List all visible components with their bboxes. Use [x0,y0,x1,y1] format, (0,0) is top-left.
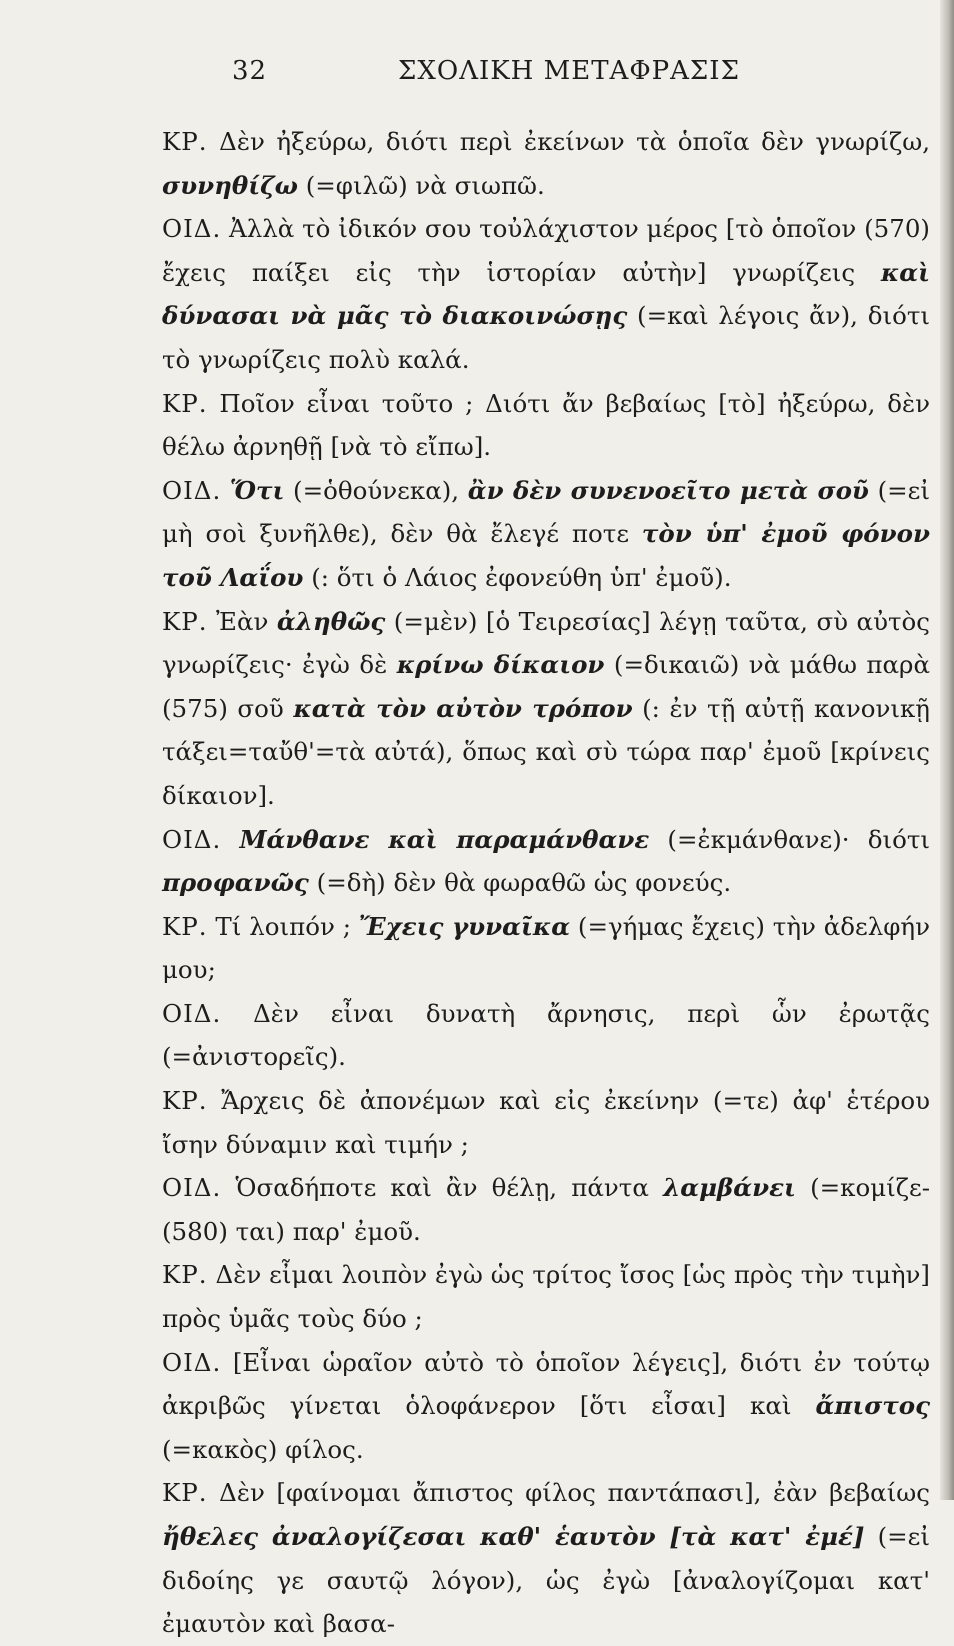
text-segment: Δὲν [φαίνομαι ἄπιστος φίλος παντάπασι], ἐὰν βεβαίως [207,1478,930,1508]
dialogue-paragraph [162,905,930,992]
text-segment: (580) [162,1216,228,1246]
speaker-label: ΚΡ. [162,911,208,941]
emphasized-text: συνηθίζω [162,170,298,200]
dialogue-paragraph [162,1471,930,1645]
text-segment: Ἄρχεις δὲ ἀπονέμων καὶ εἰς ἐκείνην (=τε) ἀφ' ἑτέρου ἴσην δύναμιν καὶ τιμήν ; [162,1086,930,1159]
text-segment: (=δικαιῶ) νὰ μάθω παρὰ [604,650,931,680]
text-segment: Ἀλλὰ τὸ ἰδικόν σου τοὐλάχιστον μέρος [τὸ ὁποῖον [221,214,865,244]
text-segment: Ὁσαδήποτε καὶ ἂν θέλῃ, πάντα [221,1173,664,1203]
text-segment: ται) παρ' ἐμοῦ. [227,1216,421,1246]
dialogue-paragraph [162,1166,930,1253]
text-segment: (=εἰ διδοίης γε σαυτῷ λόγον), ὡς ἐγὼ [ἀναλογίζομαι κατ' ἐμαυτὸν καὶ βασα- [162,1522,930,1639]
emphasized-text: ἀληθῶς [276,606,386,636]
text-segment: Δὲν ἠξεύρω, διότι περὶ ἐκείνων τὰ ὁποῖα δὲν γνωρίζω, [207,127,930,156]
speaker-label: ΚΡ. [162,606,208,636]
page-number: 32 [232,56,268,86]
dialogue-paragraph [162,1253,930,1340]
speaker-label: ΟΙΔ. [162,475,222,505]
text-segment: (=εἰ μὴ σοὶ ξυνῆλθε), δὲν θὰ ἔλεγέ ποτε [162,475,930,549]
text-segment: (575) [162,693,228,723]
text-segment [221,476,230,505]
emphasized-text: προφανῶς [162,868,309,898]
emphasized-text: λαμβάνει [663,1173,796,1203]
emphasized-text: ἄπιστος [815,1391,930,1421]
text-segment: (=δὴ) δὲν θὰ φωραθῶ ὡς φονεύς. [308,868,732,898]
dialogue-paragraph [162,818,930,905]
speaker-label: ΚΡ. [162,388,208,418]
speaker-label: ΟΙΔ. [162,1173,222,1203]
text-segment: Δὲν εἶναι δυνατὴ ἄρνησις, περὶ ὧν ἐρωτᾷς (=ἀνιστορεῖς). [162,998,930,1072]
text-segment: (570) [864,214,930,244]
text-segment: (=φιλῶ) νὰ σιωπῶ. [297,170,545,200]
dialogue-paragraph [162,382,930,469]
text-segment: ἔχεις παίξει εἰς τὴν ἱστορίαν αὐτὴν] γνωρίζεις [162,257,881,287]
dialogue-paragraph [162,992,930,1079]
emphasized-text: κρίνω δίκαιον [396,650,605,680]
emphasized-text: ἂν δὲν συνενοεῖτο μετὰ σοῦ [467,475,869,505]
text-segment: (: ὅτι ὁ Λάιος ἐφονεύθη ὑπ' ἐμοῦ). [303,562,732,592]
emphasized-text: καὶ δύνασαι νὰ μᾶς τὸ διακοινώσῃς [162,257,930,331]
dialogue-paragraph [162,1079,930,1166]
dialogue-paragraph [162,469,930,600]
dialogue-paragraph [162,120,930,207]
emphasized-text: ἤθελες ἀναλογίζεσαι καθ' ἑαυτὸν [τὰ κατ' ἐμέ] [162,1522,865,1551]
speaker-label: ΟΙΔ. [162,214,222,244]
speaker-label: ΚΡ. [162,1478,208,1508]
text-segment: (: ἐν τῇ αὐτῇ κανονικῇ τάξει=ταὔθ'=τὰ αὐτά), ὅπως καὶ σὺ τώρα παρ' ἐμοῦ [κρίνεις δίκαιον]. [162,693,930,810]
running-title: ΣΧΟΛΙΚΗ ΜΕΤΑΦΡΑΣΙΣ [398,56,740,86]
page-header [232,56,772,96]
text-segment: (=ὁθούνεκα), [284,475,468,505]
speaker-label: ΟΙΔ. [162,998,222,1028]
text-segment: Ποῖον εἶναι τοῦτο ; Διότι ἄν βεβαίως [τὸ] ἠξεύρω, δὲν θέλω ἀρνηθῇ [νὰ τὸ εἴπω]. [162,388,930,462]
text-segment: (=καὶ λέγοις ἄν), διότι τὸ γνωρίζεις πολὺ καλά. [162,301,930,374]
speaker-label: ΚΡ. [162,1260,208,1290]
emphasized-text: Ἔχεις γυναῖκα [358,911,571,941]
text-segment: (=κομίζε- [795,1173,930,1203]
dialogue-paragraph [162,207,930,381]
text-segment: Ἐὰν [207,606,277,636]
text-segment: Δὲν εἶμαι λοιπὸν ἐγὼ ὡς τρίτος ἴσος [ὡς πρὸς τὴν τιμὴν] πρὸς ὑμᾶς τοὺς δύο ; [162,1260,930,1334]
speaker-label: ΟΙΔ. [162,824,222,854]
page-edge-shadow [940,0,954,1500]
dialogue-paragraph [162,1341,930,1472]
emphasized-text: Μάνθανε καὶ παραμάνθανε [239,824,650,854]
text-segment: [Εἶναι ὡραῖον αὐτὸ τὸ ὁποῖον λέγεις], διότι ἐν τούτῳ ἀκριβῶς γίνεται ὁλοφάνερον [ὅτι εἶσαι] καὶ [162,1347,930,1421]
speaker-label: ΚΡ. [162,127,208,156]
text-segment: (=μὲν) [ὁ Τειρεσίας] λέγῃ ταῦτα, σὺ αὐτὸς γνωρίζεις· ἐγὼ δὲ [162,606,931,680]
speaker-label: ΚΡ. [162,1086,208,1116]
text-segment: (=ἐκμάνθανε)· διότι [649,824,930,854]
text-segment: (=γήμας ἔχεις) τὴν ἀδελφήν μου; [162,911,931,985]
text-segment: σοῦ [227,693,294,723]
body-text [162,120,930,1646]
speaker-label: ΟΙΔ. [162,1347,222,1377]
text-segment [221,825,239,854]
emphasized-text: τὸν ὑπ' ἐμοῦ φόνον τοῦ Λαΐου [162,519,930,592]
emphasized-text: κατὰ τὸν αὐτὸν τρόπον [293,693,633,723]
dialogue-paragraph [162,600,930,818]
text-segment: Τί λοιπόν ; [207,911,359,941]
text-segment: (=κακὸς) φίλος. [162,1434,364,1464]
emphasized-text: Ὅτι [229,475,285,505]
